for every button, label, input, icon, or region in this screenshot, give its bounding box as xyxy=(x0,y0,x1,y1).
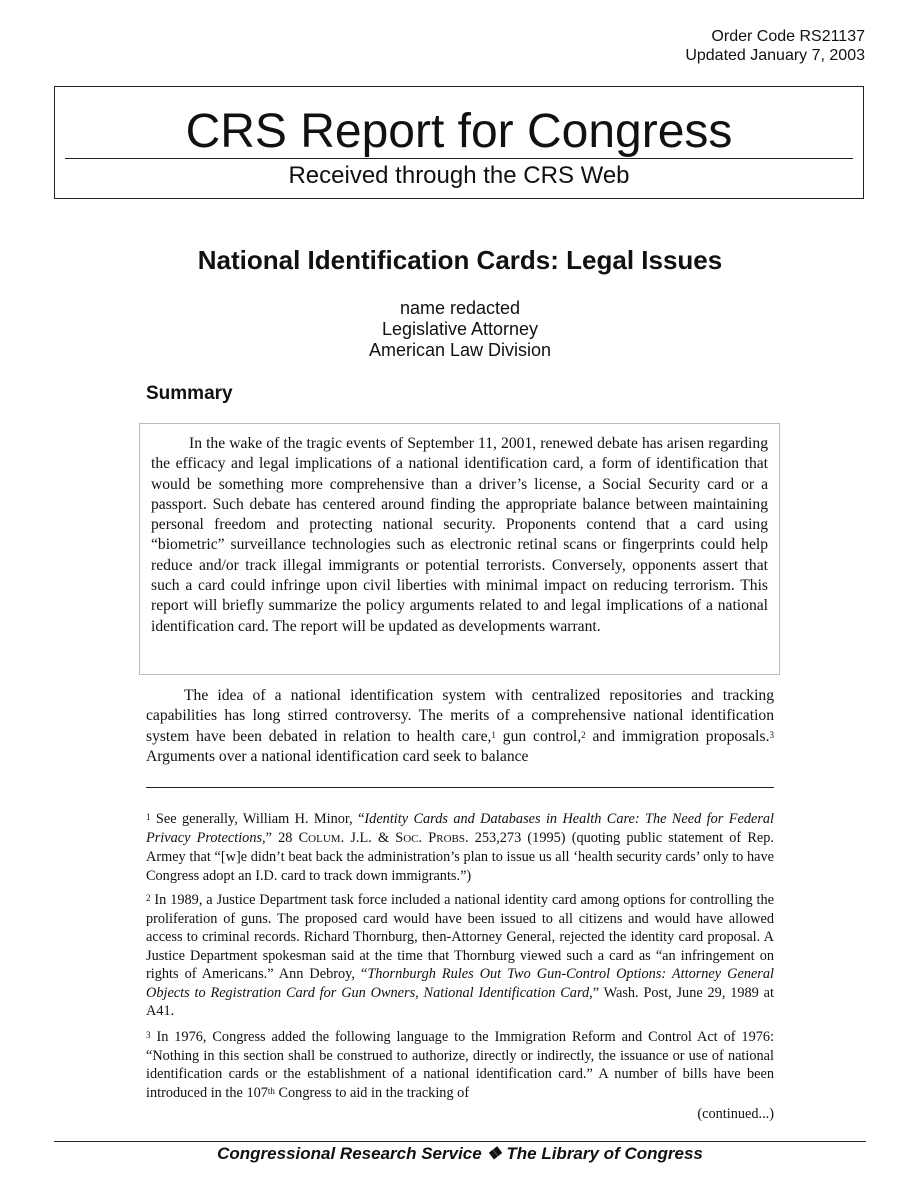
footnote-number: 2 xyxy=(146,893,151,903)
author-block xyxy=(0,298,920,361)
banner-title: CRS Report for Congress xyxy=(185,105,733,158)
body-text-3: and immigration proposals. xyxy=(585,727,770,745)
summary-box xyxy=(139,423,780,675)
footnote-1: $^1$ See generally, William H. Minor, “Identity Cards and Databases in Health Care: The Need for Federal Privacy Protections,” 28 COLUM. J.L. & SOC. PROBS. 253,273 (1995) (quoting public statement of Rep. Armey that “[w]e didn’t beat back the administration’s plan to issue us all ‘health security cards’ only to have Congress adopt an I.D. card to track down immigrants.”) xyxy=(146,811,774,884)
order-code: Order Code RS21137 xyxy=(711,28,865,45)
report-banner xyxy=(54,86,864,199)
author-role: Legislative Attorney xyxy=(381,319,539,339)
author-name: name redacted xyxy=(399,298,521,318)
body-text-1: The idea of a national identification system with centralized repositories and tracking capabilities has long stirred controversy. The merits of a comprehensive national identification system have been debated in relation to health care, xyxy=(146,687,774,745)
footnote-2: $^2$ In 1989, a Justice Department task force included a national identity card among options for controlling the proliferation of guns. The proposed card would have been issued to all citizens and would have allowed access to criminal records. Richard Thornburg, then-Attorney General, rejected the identity card proposal. A Justice Department spokesman said at the time that Thornburg viewed such a card as “an infringement on rights of Americans.” Ann Debroy, “Thornburgh Rules Out Two Gun-Control Options: Attorney General Objects to Registration Card for Gun Owners, National Identification Card,” Wash. Post, June 29, 1989 at A41. xyxy=(146,892,774,1019)
body-text-2: gun control, xyxy=(495,727,582,745)
footnote-ref-1: 1 xyxy=(491,729,496,740)
order-code-block xyxy=(685,27,865,65)
summary-heading: Summary xyxy=(146,383,233,404)
document-title: National Identification Cards: Legal Issues xyxy=(197,245,723,275)
ordinal-suffix: th xyxy=(267,1085,275,1096)
footnote-number: 1 xyxy=(146,812,151,822)
footnote-number: 3 xyxy=(146,1030,151,1040)
citation-title: Thornburgh Rules Out Two Gun-Control Options: Attorney General Objects to Registration Card for Gun Owners, National Identification Card, xyxy=(146,966,774,1001)
footnote-ref-3: 3 xyxy=(769,729,774,740)
author-division: American Law Division xyxy=(368,340,552,360)
banner-subtitle: Received through the CRS Web xyxy=(288,162,630,189)
page-footer: Congressional Research Service ❖ The Library of Congress xyxy=(217,1144,703,1163)
continued-marker: (continued...) xyxy=(697,1106,774,1122)
summary-text: In the wake of the tragic events of September 11, 2001, renewed debate has arisen regarding the efficacy and legal implications of a national identification card, a form of identification that would be something more comprehensive than a driver’s license, a Social Security card or a passport. Such debate has centered around finding the appropriate balance between maintaining personal freedom and protecting national security. Proponents contend that a card using “biometric” surveillance technologies such as electronic retinal scans or fingerprints could help reduce and/or track illegal immigrants or potential terrorists. Conversely, opponents assert that such a card could infringe upon civil liberties with minimal impact on reducing terrorism. This report will briefly summarize the policy arguments related to and legal implications of a national identification card. The report will be updated as developments warrant. xyxy=(151,435,768,635)
footnote-ref-2: 2 xyxy=(581,729,586,740)
body-paragraph xyxy=(146,686,774,767)
body-text-4: Arguments over a national identification card seek to balance xyxy=(146,747,529,765)
citation-title: Identity Cards and Databases in Health Care: The Need for Federal Privacy Protections, xyxy=(146,811,774,846)
footer-divider xyxy=(54,1141,866,1142)
updated-date: Updated January 7, 2003 xyxy=(685,47,865,64)
footnote-divider xyxy=(146,787,774,788)
footnote-3: $^3$ In 1976, Congress added the following language to the Immigration Reform and Control Act of 1976: “Nothing in this section shall be construed to authorize, directly or indirectly, the issuance or use of national identification cards or the establishment of a national identification card.” A number of bills have been introduced in the 107th Congress to aid in the tracking of xyxy=(146,1029,774,1101)
banner-divider xyxy=(65,158,853,159)
